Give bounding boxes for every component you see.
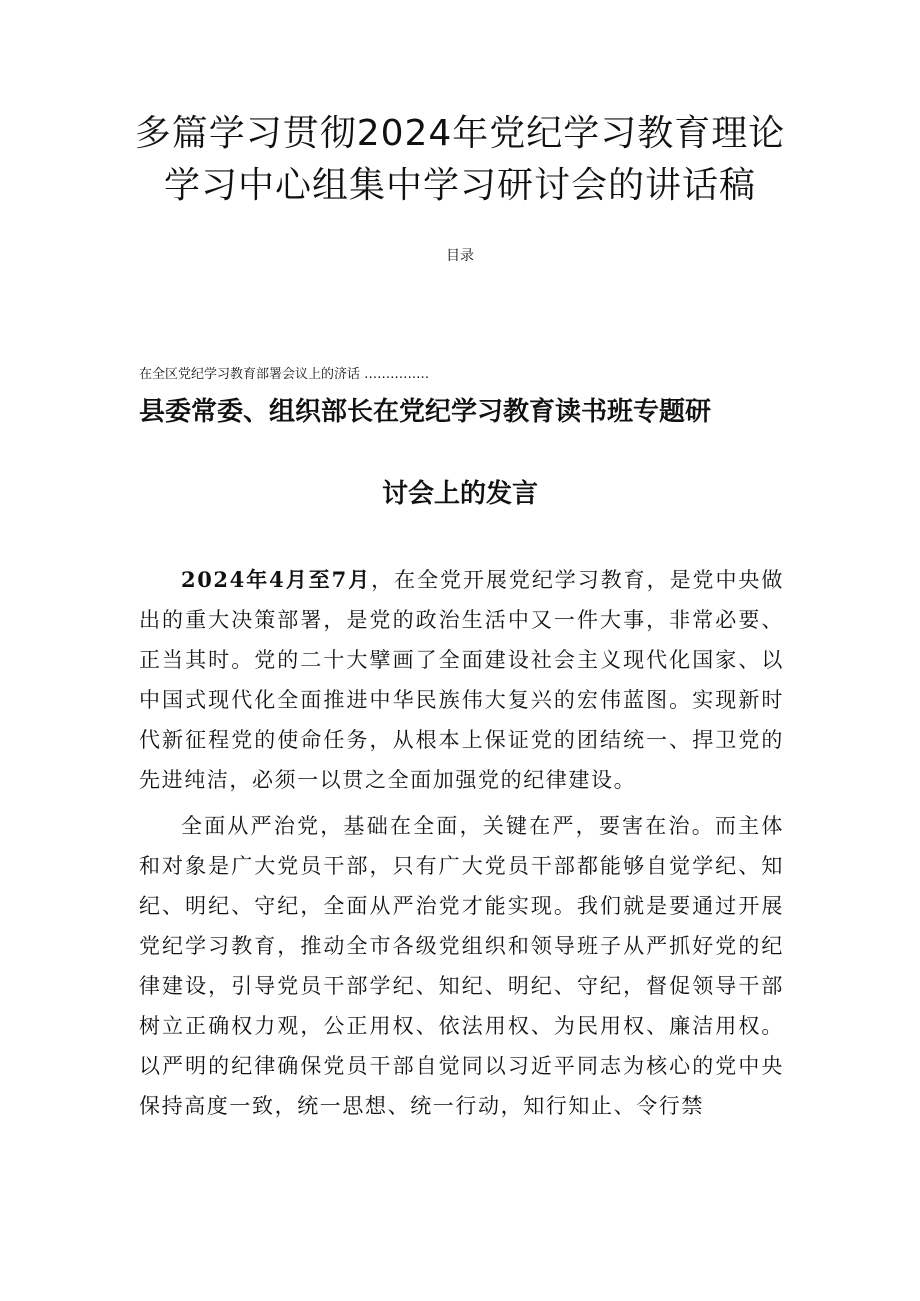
- paragraph-1-text: ，在全党开展党纪学习教育，是党中央做出的重大决策部署，是党的政治生活中又一件大事，非常必要、正当其时。党的二十大擘画了全面建设社会主义现代化国家、以中国式现代化全面推进中华民族伟大复兴的宏伟蓝图。实现新时代新征程党的使命任务，从根本上保证党的团结统一、捍卫党的先进纯洁，必须一以贯之全面加强党的纪律建设。: [139, 568, 784, 792]
- paragraph-2: [139, 806, 784, 1126]
- section-title-line-1: 县委常委、组织部长在党纪学习教育读书班专题研: [139, 397, 712, 427]
- paragraph-1-lead: 2024年4月至7月: [181, 567, 372, 592]
- section-body: [139, 560, 784, 1126]
- toc-heading: 目录: [446, 248, 474, 264]
- paragraph-2-text: 全面从严治党，基础在全面，关键在严，要害在治。而主体和对象是广大党员干部，只有广大党员干部都能够自觉学纪、知纪、明纪、守纪，全面从严治党才能实现。我们就是要通过开展党纪学习教育，推动全市各级党组织和领导班子从严抓好党的纪律建设，引导党员干部学纪、知纪、明纪、守纪，督促领导干部树立正确权力观，公正用权、依法用权、为民用权、廉洁用权。以严明的纪律确保党员干部自觉同以习近平同志为核心的党中央保持高度一致，统一思想、统一行动，知行知止、令行禁: [139, 814, 784, 1118]
- section-title-line-2: 讨会上的发言: [381, 479, 538, 509]
- toc-entry[interactable]: 在全区党纪学习教育部署会议上的济话 ……………: [139, 367, 430, 382]
- document-title: 多篇学习贯彻2024年党纪学习教育理论学习中心组集中学习研讨会的讲话稿: [134, 113, 786, 206]
- paragraph-1: [139, 560, 784, 800]
